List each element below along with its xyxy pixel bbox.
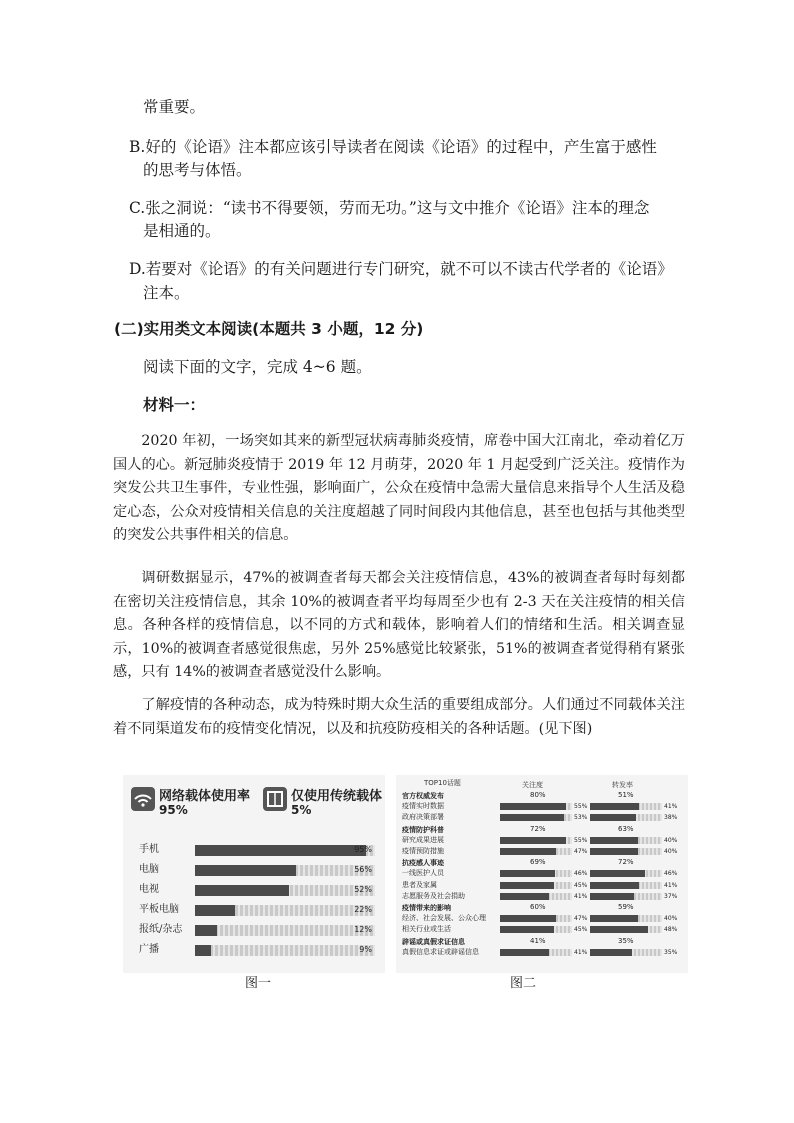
figure-2-track-forward (590, 837, 662, 844)
figure-2-track-forward (590, 848, 662, 855)
figure-1-bar-value: 56% (354, 865, 372, 874)
figure-2-bar-attention (500, 926, 554, 933)
figure-2-header-attention: 关注度 (522, 781, 543, 789)
figure-2-row-label: 真假信息求证或辟谣信息 (402, 947, 479, 956)
figure-2-row-label: 疫情预防措施 (402, 847, 444, 855)
figure-2-value-attention: 45% (574, 881, 588, 889)
figure-2-row-label: 志愿服务及社会捐助 (402, 891, 465, 900)
figure-1-bar (195, 865, 296, 876)
figure-2-header-title: TOP10话题 (424, 779, 461, 787)
figure-2-value-attention: 47% (574, 848, 588, 855)
figure-2-row-label: 辟谣或真假求证信息 (402, 936, 465, 946)
figure-2-track-attention (500, 803, 572, 810)
figure-1-row (133, 943, 377, 957)
figure-2-bar-attention (500, 814, 564, 821)
figure-2-value-forward: 46% (664, 870, 678, 878)
figure-1-bar-value: 22% (354, 905, 372, 914)
figure-2-value-forward: 40% (664, 836, 678, 844)
figure-1-bar-track (195, 865, 375, 876)
figure-2-bar-forward (590, 848, 638, 855)
figure-1-bar-track (195, 905, 375, 916)
figure-2-row (400, 791, 684, 800)
figure-2-group-forward: 63% (618, 824, 634, 833)
figure-2-row (400, 914, 684, 923)
figure-1-row (133, 843, 377, 857)
network-usage-value: 95% (159, 803, 188, 817)
figure-2-track-forward (590, 870, 662, 877)
figure-1-row (133, 923, 377, 937)
option-c: C.张之洞说：“读书不得要领，劳而无功。”这与文中推介《论语》注本的理念 (129, 199, 650, 217)
option-d-tail: 注本。 (143, 284, 190, 302)
figure-2-track-attention (500, 893, 572, 900)
figure-2-row (400, 802, 684, 811)
figure-2-row (400, 869, 684, 878)
figure-2-track-attention (500, 915, 572, 922)
figure-1-row-label: 电视 (139, 884, 159, 895)
figure-2-value-forward: 35% (664, 948, 678, 956)
figure-2-bar-attention (500, 882, 554, 889)
figure-1-bar (195, 905, 235, 916)
figure-2-row-label: 相关行业或生活 (402, 925, 451, 934)
figure-2-row-label: 政府决策部署 (402, 813, 444, 822)
figure-2-track-attention (500, 882, 572, 889)
figure-2-bar-forward (590, 870, 645, 877)
figure-2-value-forward: 40% (664, 915, 678, 923)
figure-2-bar-forward (590, 926, 648, 933)
figure-2-group-attention: 60% (530, 903, 546, 911)
figure-2-track-forward (590, 882, 662, 889)
figure-2-row-label: 经济、社会发展、公众心理 (402, 914, 486, 923)
figure-1-bar-track (195, 945, 375, 956)
figure-2-track-forward (590, 803, 662, 810)
figure-2-row-label: 疫情带来的影响 (402, 903, 451, 912)
figure-2-bar-attention (500, 848, 556, 855)
figure-1-row (133, 863, 377, 877)
option-b: B.好的《论语》注本都应该引导读者在阅读《论语》的过程中，产生富于感性 (129, 138, 657, 156)
figure-2-value-attention: 47% (574, 915, 588, 923)
figure-2-row-label: 患者及家属 (402, 880, 437, 889)
paragraph-2: 调研数据显示，47%的被调查者每天都会关注疫情信息，43%的被调查者每时每刻都在密切关注疫情信息，其余 10%的被调查者平均每周至少也有 2-3 天在关注疫情的相关信息。各种各样的疫情信息，以不同的方式和载体，影响着人们的情绪和生活。相关调查显示，10%的被调查者感觉很焦虑，另外 25%感觉比较紧张，51%的被调查者觉得稍有紧张感，只有 14%的被调查者感觉没什么影响。 (113, 570, 685, 680)
figure-2-row (400, 881, 684, 890)
figure-2-value-attention: 53% (574, 814, 588, 822)
figure-2-row (400, 925, 684, 934)
figure-1-row (133, 903, 377, 917)
figure-2-value-attention: 46% (574, 870, 588, 878)
figure-1-bar-value: 95% (354, 845, 372, 854)
figure-2-group-forward: 72% (618, 858, 634, 867)
figure-2-bar-attention (500, 837, 566, 844)
figure-2-track-forward (590, 926, 662, 933)
figure-1-bar-value: 52% (354, 885, 372, 894)
figure-2-track-attention (500, 814, 572, 821)
option-d: D.若要对《论语》的有关问题进行专门研究，就不可以不读古代学者的《论语》 (129, 260, 673, 278)
figure-2-track-forward (590, 814, 662, 821)
option-c-tail: 是相通的。 (143, 222, 221, 240)
figure-2-group-attention: 80% (530, 791, 546, 799)
figure-2-group-attention: 72% (530, 824, 546, 833)
figure-2-value-forward: 37% (664, 892, 678, 900)
figure-1-bar (195, 845, 366, 856)
figure-2-row (400, 948, 684, 957)
figure-2-value-forward: 38% (664, 814, 678, 822)
figure-2-group-attention: 41% (530, 936, 546, 945)
figure-2-value-attention: 45% (574, 926, 588, 934)
figure-2-value-forward: 40% (664, 848, 678, 855)
figure-2-row-label: 一线医护人员 (402, 869, 444, 878)
figure-2-value-forward: 41% (664, 803, 678, 811)
figure-2-track-attention (500, 837, 572, 844)
figure-2-row-label: 研究成果进展 (402, 835, 444, 844)
figure-2-bar-attention (500, 870, 555, 877)
figure-2-group-attention: 69% (530, 858, 546, 867)
paragraph-3: 了解疫情的各种动态，成为特殊时期大众生活的重要组成部分。人们通过不同载体关注着不同渠道发布的疫情变化情况，以及和抗疫防疫相关的各种话题。(见下图) (113, 697, 685, 737)
figure-2-value-attention: 41% (574, 948, 588, 956)
figure-1-bar-track (195, 925, 375, 936)
figure-2-row (400, 847, 684, 856)
figure-2-caption: 图二 (510, 976, 537, 991)
figure-2-header-forward: 转发率 (612, 781, 633, 789)
figure-2-row-label: 疫情防护科普 (402, 824, 444, 834)
figure-2-bar-forward (590, 893, 634, 900)
figure-2-row (400, 937, 684, 946)
figure-2-row (400, 858, 684, 867)
figure-2-track-attention (500, 949, 572, 956)
figure-2-track-attention (500, 926, 572, 933)
figure-1-bar (195, 925, 217, 936)
figure-2-value-attention: 55% (574, 803, 588, 811)
figure-2-value-forward: 41% (664, 881, 678, 889)
traditional-only-title: 仅使用传统载体 (291, 789, 383, 804)
figure-2-bar-attention (500, 893, 549, 900)
figure-1-row-label: 电脑 (139, 864, 159, 875)
figure-2-bar-forward (590, 915, 638, 922)
figure-1-bar-track (195, 885, 375, 896)
figure-1-row-label: 报纸/杂志 (139, 924, 183, 935)
figure-1 (123, 775, 385, 973)
figure-2-bar-forward (590, 837, 638, 844)
figure-2-row (400, 892, 684, 901)
figure-2-row (400, 825, 684, 834)
figure-2-row-label: 官方权威发布 (402, 791, 444, 800)
figure-2-bar-attention (500, 803, 566, 810)
figure-2-bar-forward (590, 814, 636, 821)
figure-2-value-attention: 55% (574, 836, 588, 844)
figure-2-group-forward: 59% (618, 903, 634, 911)
figure-1-row (133, 883, 377, 897)
figure-1-bar-track (195, 845, 375, 856)
figure-2-group-forward: 51% (618, 791, 634, 799)
figure-2-row-label: 抗疫感人事迹 (402, 858, 444, 868)
figure-1-bar (195, 945, 211, 956)
figure-1-caption: 图一 (245, 976, 272, 991)
figure-1-row-label: 手机 (139, 844, 159, 855)
traditional-only-value: 5% (291, 803, 312, 817)
figure-2 (396, 775, 688, 973)
figure-2-track-attention (500, 870, 572, 877)
figure-2-bar-forward (590, 882, 639, 889)
figure-2-bar-forward (590, 949, 632, 956)
material-heading: 材料一： (143, 396, 206, 414)
figure-1-row-label: 平板电脑 (139, 904, 179, 915)
figure-2-track-forward (590, 893, 662, 900)
figure-2-track-forward (590, 949, 662, 956)
option-a-tail: 常重要。 (143, 98, 206, 116)
figure-1-bar-value: 12% (354, 925, 372, 934)
figure-2-row (400, 836, 684, 845)
paragraph-1: 2020 年初，一场突如其来的新型冠状病毒肺炎疫情，席卷中国大江南北，牵动着亿万国人的心。新冠肺炎疫情于 2019 年 12 月萌芽，2020 年 1 月起受到广泛关注。疫情作为突发公共卫生事件，专业性强，影响面广，公众在疫情中急需大量信息来指导个人生活及稳定心态，公众对疫情相关信息的关注度超越了同时间段内其他信息，甚至也包括与其他类型的突发公共事件相关的信息。 (113, 433, 685, 543)
figure-2-value-forward: 48% (664, 926, 678, 934)
figure-2-row (400, 813, 684, 822)
figure-2-track-attention (500, 848, 572, 855)
section-heading: (二)实用类文本阅读(本题共 3 小题，12 分) (114, 320, 424, 338)
book-icon (263, 787, 287, 811)
figure-1-bar-value: 9% (359, 945, 372, 954)
figure-2-value-attention: 41% (574, 892, 588, 900)
figure-2-group-forward: 35% (618, 936, 634, 945)
figure-2-bar-forward (590, 803, 639, 810)
figure-2-bar-attention (500, 915, 556, 922)
option-b-tail: 的思考与体悟。 (143, 161, 252, 179)
figure-2-row (400, 903, 684, 912)
reading-instruction: 阅读下面的文字，完成 4~6 题。 (143, 358, 372, 376)
network-usage-title: 网络载体使用率 (159, 789, 251, 804)
figure-2-bar-attention (500, 949, 549, 956)
wifi-icon (131, 787, 155, 811)
figure-2-track-forward (590, 915, 662, 922)
figure-1-row-label: 广播 (139, 944, 159, 955)
figure-1-bar (195, 885, 289, 896)
figure-2-row-label: 疫情实时数据 (402, 802, 444, 811)
